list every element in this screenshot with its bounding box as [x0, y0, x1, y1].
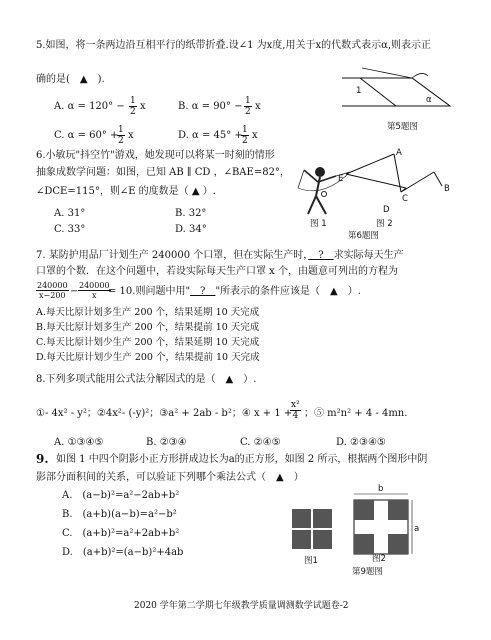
q9-dim-b: b: [378, 484, 384, 494]
q5-option-b-var: x: [255, 101, 261, 112]
q9-option-b[interactable]: B. (a+b)(a−b)=a²−b²: [62, 509, 177, 520]
q9-fig1-label: 图1: [304, 556, 318, 566]
q9-figure-caption: 第9题图: [352, 567, 383, 577]
q6-option-d[interactable]: D. 34°: [175, 224, 207, 235]
page-footer: 2020 学年第二学期七年级教学质量调测数学试题卷-2: [134, 601, 349, 611]
q9-fig2-label: 图2: [372, 554, 386, 564]
q5-option-c-var: x: [128, 130, 134, 141]
q7-fraction-1: $\frac{240000}{x-200}$: [37, 281, 68, 300]
q5-figure-caption: 第5题图: [387, 122, 418, 132]
q5-option-b-fraction: $\frac{1}{2}$: [245, 96, 251, 117]
q9-option-a[interactable]: A. (a−b)²=a²−2ab+b²: [62, 490, 180, 501]
q5-option-c-fraction: $\frac{1}{2}$: [118, 125, 124, 146]
q6-fig2-label: 图 2: [376, 219, 393, 229]
q7-option-d[interactable]: D.每天比原计划少生产 200 个，结果提前 10 天完成: [36, 352, 260, 363]
q7-option-c[interactable]: C.每天比原计划少生产 200 个，结果延期 10 天完成: [36, 337, 260, 348]
q7-blank: ?: [308, 250, 334, 261]
q8-line1: 8.下列多项式能用公式法分解因式的是（ ▲ ）.: [36, 374, 257, 385]
q8-expressions: ①- 4x² - y²；②4x²- (-y)²；③a² + 2ab - b²；④ x + 1 +: [36, 408, 293, 419]
q5-option-a[interactable]: A. α = 120° −: [54, 101, 125, 112]
q5-option-a-var: x: [140, 101, 146, 112]
q5-option-d-fraction: $\frac{1}{2}$: [242, 125, 248, 146]
q5-angle-1-label: 1: [356, 86, 362, 96]
q5-option-d[interactable]: D. α = 45° +: [178, 130, 243, 141]
q7-line3: = 10.则问题中用" ? "所表示的条件应该是（ ▲ ）.: [108, 286, 361, 297]
q9-dim-a: a: [414, 524, 420, 534]
q9-option-d[interactable]: D. (a+b)²=(a−b)²+4ab: [62, 547, 184, 558]
q9-line2: 影部分面积间的关系，可以验证下列哪个乘法公式（ ▲ ）: [36, 472, 304, 483]
q5-option-b[interactable]: B. α = 90° −: [178, 101, 243, 112]
q9-option-c[interactable]: C. (a+b)²=a²+2ab+b²: [62, 528, 180, 539]
q6-point-c: C: [402, 194, 408, 204]
q7-line1: 7. 某防护用品厂计划生产 240000 个口罩，但在实际生产时， ? 求实际每天生产: [36, 250, 404, 261]
q8-option-b[interactable]: B. ②③④: [146, 437, 187, 448]
q6-line1: 6.小敏玩"抖空竹"游戏，她发现可以将某一时刻的情形: [36, 150, 275, 161]
q6-line3: ∠DCE=115°，则∠E 的度数是（ ▲ ）.: [36, 186, 216, 197]
q6-option-c[interactable]: C. 33°: [54, 224, 86, 235]
q9-figure-1-four-squares: [292, 509, 332, 549]
q9-number: 9.: [36, 452, 49, 466]
q6-option-b[interactable]: B. 32°: [175, 208, 207, 219]
q5-option-d-var: x: [252, 130, 258, 141]
q8-expressions-end: ；⑤ m²n² + 4 - 4mn.: [304, 408, 408, 419]
q5-line1: 5.如图，将一条两边沿互相平行的纸带折叠.设∠1 为x度,用关于x的代数式表示α,则表示正: [36, 40, 432, 51]
q7-fraction-2: $\frac{240000}{x}$: [79, 281, 110, 300]
q5-option-a-fraction: $\frac{1}{2}$: [130, 96, 136, 117]
q7-option-b[interactable]: B.每天比原计划多生产 200 个，结果提前 10 天完成: [36, 322, 260, 333]
q6-figure-caption: 第6题图: [348, 231, 379, 241]
q5-option-c[interactable]: C. α = 60° +: [54, 130, 119, 141]
q6-option-a[interactable]: A. 31°: [54, 208, 86, 219]
q6-point-e: E: [338, 174, 344, 184]
q6-fig1-label: 图 1: [310, 219, 327, 229]
q6-point-d: D: [383, 205, 390, 215]
q9-figure-2-square: [348, 492, 418, 558]
q8-fraction: $\frac{\text{x²}}{4}$: [291, 400, 300, 421]
q7-minus: −: [70, 286, 79, 297]
q6-line2: 抽象成数学问题：如图，已知 AB ∥ CD ，∠BAE=82°，: [36, 167, 290, 178]
q8-option-d[interactable]: D. ②③④⑤: [336, 437, 386, 448]
q7-option-a[interactable]: A.每天比原计划多生产 200 个，结果延期 10 天完成: [36, 307, 260, 318]
q6-point-b: B: [444, 184, 450, 194]
q5-angle-alpha-label: α: [426, 95, 432, 105]
q6-point-a: A: [396, 148, 402, 158]
q5-line2: 确的是( ▲ ).: [36, 74, 105, 85]
q8-option-a[interactable]: A. ①③④⑤: [54, 437, 104, 448]
q7-line2: 口罩的个数．在这个问题中，若设实际每天生产口罩 x 个，由题意可列出的方程为: [36, 266, 398, 277]
q9-line1: 如图 1 中四个阴影小正方形拼成边长为a的正方形，如图 2 所示，根据两个图形中阴: [56, 454, 428, 465]
q8-option-c[interactable]: C. ②④⑤: [240, 437, 281, 448]
